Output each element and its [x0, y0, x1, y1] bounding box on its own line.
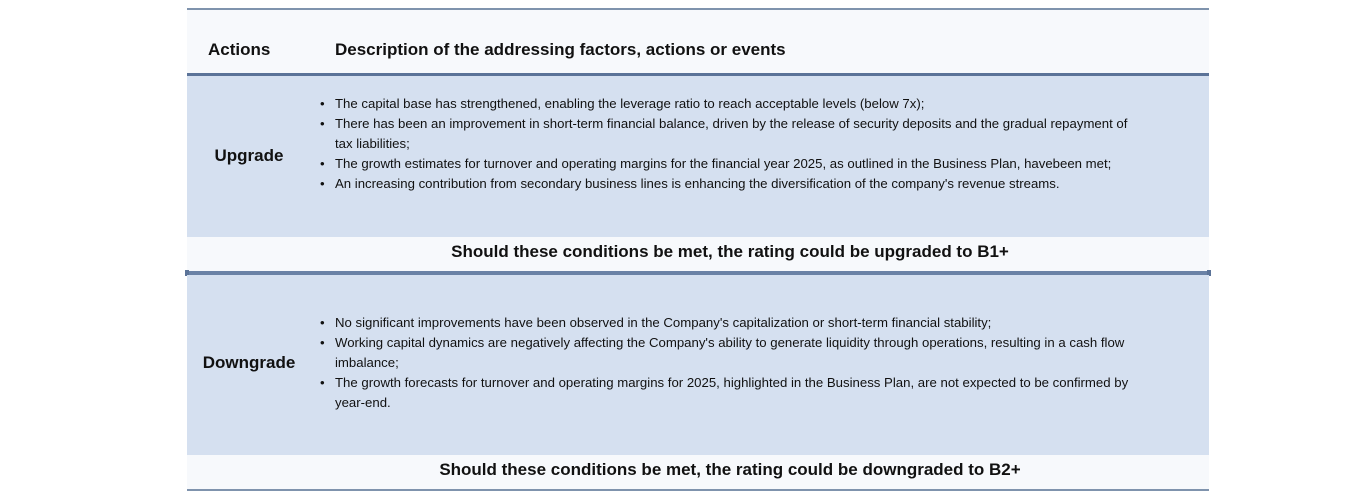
list-item: • The growth estimates for turnover and operating margins for the financial year 2025, as outlined in the Business Plan, havebeen met; [320, 156, 1112, 171]
upgrade-list [317, 94, 1137, 194]
downgrade-label: Downgrade [202, 353, 296, 372]
upgrade-conclusion-row [187, 237, 1209, 271]
header-actions: Actions [208, 40, 271, 59]
list-item: • No significant improvements have been observed in the Company's capitalization or short-term financial stability; [320, 315, 992, 330]
list-item: • An increasing contribution from secondary business lines is enhancing the diversification of the company's revenue streams. [320, 176, 1060, 191]
header-description: Description of the addressing factors, actions or events [335, 40, 786, 59]
upgrade-label: Upgrade [214, 146, 284, 165]
upgrade-section [187, 76, 1209, 237]
list-item: • The growth forecasts for turnover and operating margins for 2025, highlighted in the Business Plan, are not expected to be confirmed by year-end. [320, 375, 1129, 410]
downgrade-section [187, 275, 1209, 455]
list-item: • Working capital dynamics are negatively affecting the Company's ability to generate liquidity through operations, resulting in a cash flow imbalance; [320, 335, 1125, 370]
table-header [187, 10, 1209, 73]
downgrade-conclusion-row [187, 455, 1209, 489]
list-item: • The capital base has strengthened, enabling the leverage ratio to reach acceptable levels (below 7x); [320, 96, 925, 111]
downgrade-list [317, 313, 1137, 413]
bottom-rule [187, 489, 1209, 491]
upgrade-conclusion: Should these conditions be met, the rating could be upgraded to B1+ [451, 242, 1009, 261]
downgrade-conclusion: Should these conditions be met, the rating could be downgraded to B2+ [439, 460, 1021, 479]
list-item: • There has been an improvement in short-term financial balance, driven by the release of security deposits and the gradual repayment of tax liabilities; [320, 116, 1128, 151]
